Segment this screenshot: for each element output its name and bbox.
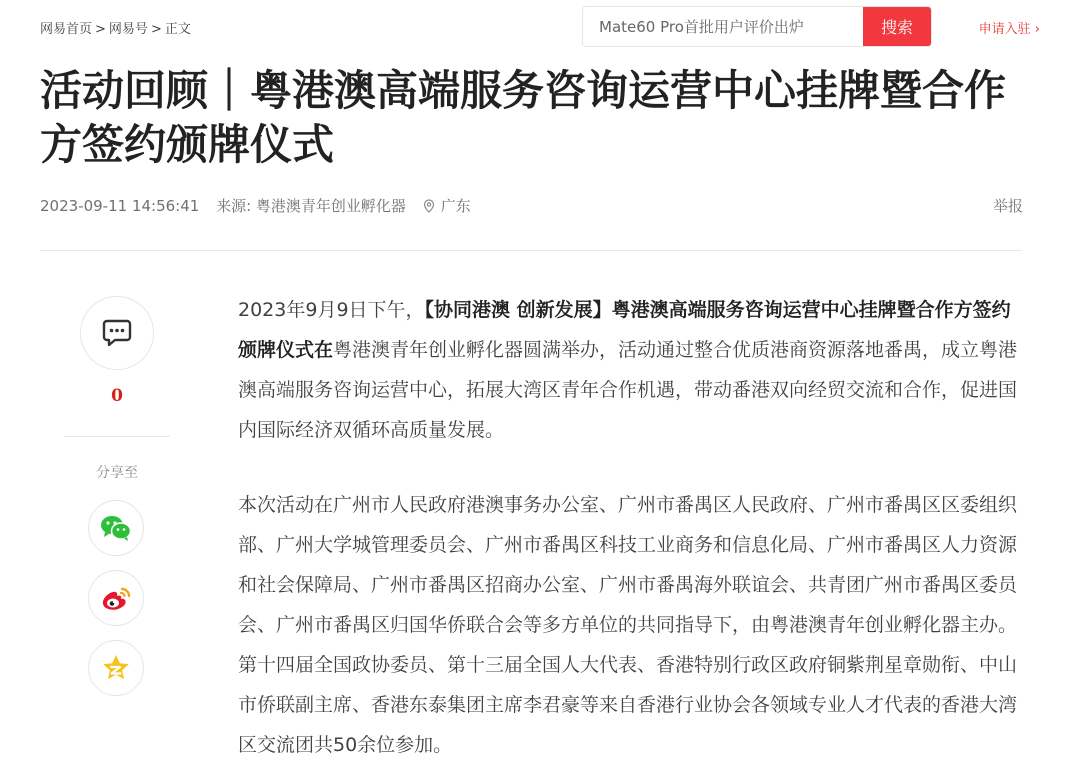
report-link[interactable]: 举报 bbox=[992, 197, 1023, 215]
article-meta bbox=[40, 195, 495, 216]
comment-bubble-icon bbox=[101, 318, 133, 348]
comment-button[interactable] bbox=[80, 296, 154, 370]
qzone-icon bbox=[101, 653, 131, 683]
share-qzone-button[interactable] bbox=[88, 640, 144, 696]
article-source[interactable]: 来源: 粤港澳青年创业孵化器 bbox=[216, 197, 406, 215]
share-weibo-button[interactable] bbox=[88, 570, 144, 626]
paragraph-1-rest: 粤港澳青年创业孵化器圆满举办，活动通过整合优质港商资源落地番禺，成立粤港澳高端服务咨询运营中心，拓展大湾区青年合作机遇，带动番港双向经贸交流和合作，促进国内国际经济双循环高质量发展。 bbox=[238, 339, 1018, 441]
paragraph-1 bbox=[238, 290, 1028, 450]
side-divider bbox=[64, 436, 170, 437]
share-wechat-button[interactable] bbox=[88, 500, 144, 556]
share-label: 分享至 bbox=[96, 465, 138, 481]
location-pin-icon bbox=[423, 199, 435, 213]
weibo-icon bbox=[99, 583, 133, 613]
header-divider bbox=[40, 250, 1022, 251]
breadcrumb-separator: > bbox=[150, 22, 162, 37]
comment-count[interactable]: 0 bbox=[111, 386, 123, 406]
article-body bbox=[238, 290, 1028, 765]
top-bar bbox=[40, 0, 1040, 52]
paragraph-2: 本次活动在广州市人民政府港澳事务办公室、广州市番禺区人民政府、广州市番禺区区委组织部、广州大学城管理委员会、广州市番禺区科技工业商务和信息化局、广州市番禺区人力资源和社会保障局、广州市番禺区招商办公室、广州市番禺海外联谊会、共青团广州市番禺区委员会、广州市番禺区归国华侨联合会等多方单位的共同指导下，由粤港澳青年创业孵化器主办。第十四届全国政协委员、第十三届全国人大代表、香港特别行政区政府铜紫荆星章勋衔、中山市侨联副主席、香港东泰集团主席李君豪等来自香港行业协会各领域专业人才代表的香港大湾区交流团共50余位参加。 bbox=[238, 494, 1018, 756]
paragraph-1-bold: 【协同港澳 创新发展】粤港澳高端服务咨询运营中心挂牌暨合作方签约颁牌仪式在 bbox=[238, 299, 1011, 361]
location-text: 广东 bbox=[440, 197, 471, 215]
breadcrumb-channel-link[interactable]: 网易号 bbox=[108, 22, 148, 37]
article-location bbox=[423, 197, 483, 215]
paragraph-1-lead: 2023年9月9日下午， bbox=[238, 299, 425, 321]
breadcrumb-separator: > bbox=[95, 22, 106, 37]
search-input[interactable] bbox=[583, 7, 863, 46]
search-box bbox=[582, 6, 932, 47]
breadcrumb-current: 正文 bbox=[164, 22, 191, 37]
breadcrumb bbox=[40, 18, 191, 37]
breadcrumb-home-link[interactable]: 网易首页 bbox=[40, 22, 93, 37]
publish-datetime: 2023-09-11 14:56:41 bbox=[40, 197, 200, 215]
search-button[interactable]: 搜索 bbox=[863, 7, 931, 46]
wechat-icon bbox=[99, 514, 133, 542]
article-title: 活动回顾｜粤港澳高端服务咨询运营中心挂牌暨合作方签约颁牌仪式 bbox=[40, 66, 1007, 169]
apply-join-link[interactable]: 申请入驻 › bbox=[978, 22, 1040, 37]
